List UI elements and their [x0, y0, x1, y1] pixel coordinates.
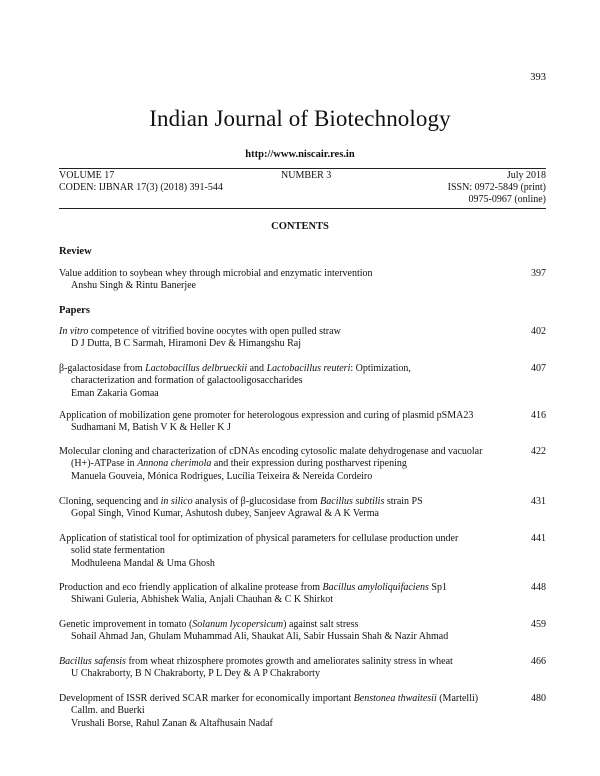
entry-title-text: Genetic improvement in tomato (: [59, 619, 193, 630]
entry-title-italic: Bacillus safensis: [59, 656, 126, 667]
toc-entry[interactable]: [59, 446, 546, 483]
entry-title-line: [59, 268, 546, 280]
entry-page-number: 459: [531, 619, 546, 630]
entry-title-italic: Bacillus amyloliquifaciens: [322, 582, 429, 593]
entry-title-text: and their expression during postharvest ripening: [211, 458, 407, 470]
toc-entry[interactable]: [59, 326, 546, 351]
entry-title-text: strain PS: [384, 496, 423, 507]
section-heading-review: Review: [59, 246, 92, 257]
entry-authors: Modhuleena Mandal & Uma Ghosh: [71, 557, 215, 569]
entry-title-line: [59, 496, 546, 508]
entry-title-text: Application of statistical tool for optimization of physical parameters for cellulase production under: [59, 533, 459, 544]
entry-title-text: ) against salt stress: [283, 619, 359, 630]
toc-entry[interactable]: [59, 656, 546, 681]
entry-title-italic: Lactobacillus reuteri: [266, 363, 351, 374]
journal-title: Indian Journal of Biotechnology: [149, 106, 451, 131]
entry-title-text: Value addition to soybean whey through microbial and enzymatic intervention: [59, 268, 373, 279]
entry-page-number: 466: [531, 656, 546, 667]
entry-title-text: analysis of β-glucosidase from: [192, 496, 321, 507]
entry-title-line: [59, 375, 546, 387]
entry-authors: Sudhamani M, Batish V K & Heller K J: [71, 422, 231, 434]
contents-heading: CONTENTS: [271, 221, 329, 232]
issue-info-middle: [281, 170, 331, 182]
entry-title-text: solid state fermentation: [71, 545, 165, 557]
toc-entry[interactable]: [59, 582, 546, 607]
entry-title-line: [59, 656, 546, 668]
entry-title-line: [59, 545, 546, 557]
bottom-rule: [59, 208, 546, 209]
entry-title-line: [59, 410, 546, 422]
entry-page-number: 416: [531, 410, 546, 421]
entry-page-number: 407: [531, 363, 546, 374]
entry-title-text: Sp1: [428, 582, 447, 593]
toc-entry[interactable]: [59, 410, 546, 435]
entry-title-text: β-galactosidase from: [59, 363, 146, 374]
entry-authors: Sohail Ahmad Jan, Ghulam Muhammad Ali, Shaukat Ali, Sabir Hussain Shah & Nazir Ahmad: [71, 631, 449, 643]
entry-title-text: Molecular cloning and characterization of cDNAs encoding cytosolic malate dehydrogenase and vacuolar: [59, 446, 483, 457]
entry-title-italic: Solanum lycopersicum: [192, 619, 284, 630]
entry-page-number: 422: [531, 446, 546, 457]
entry-title-line: [59, 705, 546, 717]
entry-title-line: [59, 363, 546, 375]
entry-title-text: Application of mobilization gene promoter for heterologous expression and curing of plasmid pSMA23: [59, 410, 474, 421]
entry-title-italic: In vitro: [59, 326, 89, 337]
journal-url[interactable]: http://www.niscair.res.in: [245, 149, 355, 160]
entry-title-text: characterization and formation of galactooligosaccharides: [71, 375, 303, 387]
entry-authors: Vrushali Borse, Rahul Zanan & Altafhusain Nadaf: [71, 717, 273, 729]
entry-page-number: 402: [531, 326, 546, 337]
entry-title-line: [59, 693, 546, 705]
entry-authors: U Chakraborty, B N Chakraborty, P L Dey & A P Chakraborty: [71, 668, 320, 680]
issue-info-left: [59, 170, 223, 194]
entry-title-text: Cloning, sequencing and: [59, 496, 161, 507]
page-number: 393: [530, 72, 546, 83]
entry-page-number: 480: [531, 693, 546, 704]
entry-title-line: [59, 458, 546, 470]
toc-entry[interactable]: [59, 496, 546, 521]
entry-title-text: : Optimization,: [350, 363, 411, 374]
toc-entry[interactable]: [59, 619, 546, 644]
toc-entry[interactable]: [59, 268, 546, 293]
entry-title-text: (Martelli): [436, 693, 479, 704]
toc-entry[interactable]: [59, 363, 546, 400]
volume-label: VOLUME 17: [59, 170, 115, 181]
entry-page-number: 397: [531, 268, 546, 279]
entry-title-italic: Benstonea thwaitesii: [353, 693, 437, 704]
entry-title-text: from wheat rhizosphere promotes growth and ameliorates salinity stress in wheat: [125, 656, 453, 667]
entry-title-italic: Bacillus subtilis: [320, 496, 385, 507]
entry-authors: Anshu Singh & Rintu Banerjee: [71, 280, 196, 292]
issue-info-right: [380, 170, 546, 206]
toc-entry[interactable]: [59, 693, 546, 730]
entry-title-italic: Lactobacillus delbrueckii: [145, 363, 248, 374]
entry-title-text: Callm. and Buerki: [71, 705, 145, 717]
entry-title-text: competence of vitrified bovine oocytes with open pulled straw: [88, 326, 341, 337]
entry-title-line: [59, 533, 546, 545]
entry-authors: Manuela Gouveia, Mónica Rodrigues, Lucília Teixeira & Nereida Cordeiro: [71, 470, 373, 482]
entry-page-number: 448: [531, 582, 546, 593]
entry-title-text: (H+)-ATPase in: [71, 458, 138, 470]
entry-authors: Shiwani Guleria, Abhishek Walia, Anjali Chauhan & C K Shirkot: [71, 594, 334, 606]
number-label: NUMBER 3: [281, 170, 332, 181]
entry-title-text: Production and eco friendly application of alkaline protease from: [59, 582, 323, 593]
toc-entry[interactable]: [59, 533, 546, 570]
entry-authors: Gopal Singh, Vinod Kumar, Ashutosh dubey, Sanjeev Agrawal & A K Verma: [71, 508, 379, 520]
entry-title-text: Development of ISSR derived SCAR marker for economically important: [59, 693, 354, 704]
entry-title-line: [59, 582, 546, 594]
entry-authors: D J Dutta, B C Sarmah, Hiramoni Dev & Himangshu Raj: [71, 338, 301, 350]
entry-page-number: 441: [531, 533, 546, 544]
issue-date: July 2018: [506, 170, 546, 181]
entry-title-text: and: [247, 363, 267, 374]
entry-title-italic: Annona cherimola: [137, 458, 212, 470]
issn-online: 0975-0967 (online): [468, 194, 546, 205]
entry-title-italic: in silico: [160, 496, 193, 507]
section-heading-papers: Papers: [59, 305, 90, 316]
issn-print: ISSN: 0972-5849 (print): [447, 182, 546, 193]
entry-title-line: [59, 446, 546, 458]
entry-page-number: 431: [531, 496, 546, 507]
coden-label: CODEN: IJBNAR 17(3) (2018) 391-544: [59, 182, 223, 193]
top-rule: [59, 168, 546, 169]
entry-title-line: [59, 619, 546, 631]
entry-title-line: [59, 326, 546, 338]
entry-authors: Eman Zakaria Gomaa: [71, 387, 159, 399]
